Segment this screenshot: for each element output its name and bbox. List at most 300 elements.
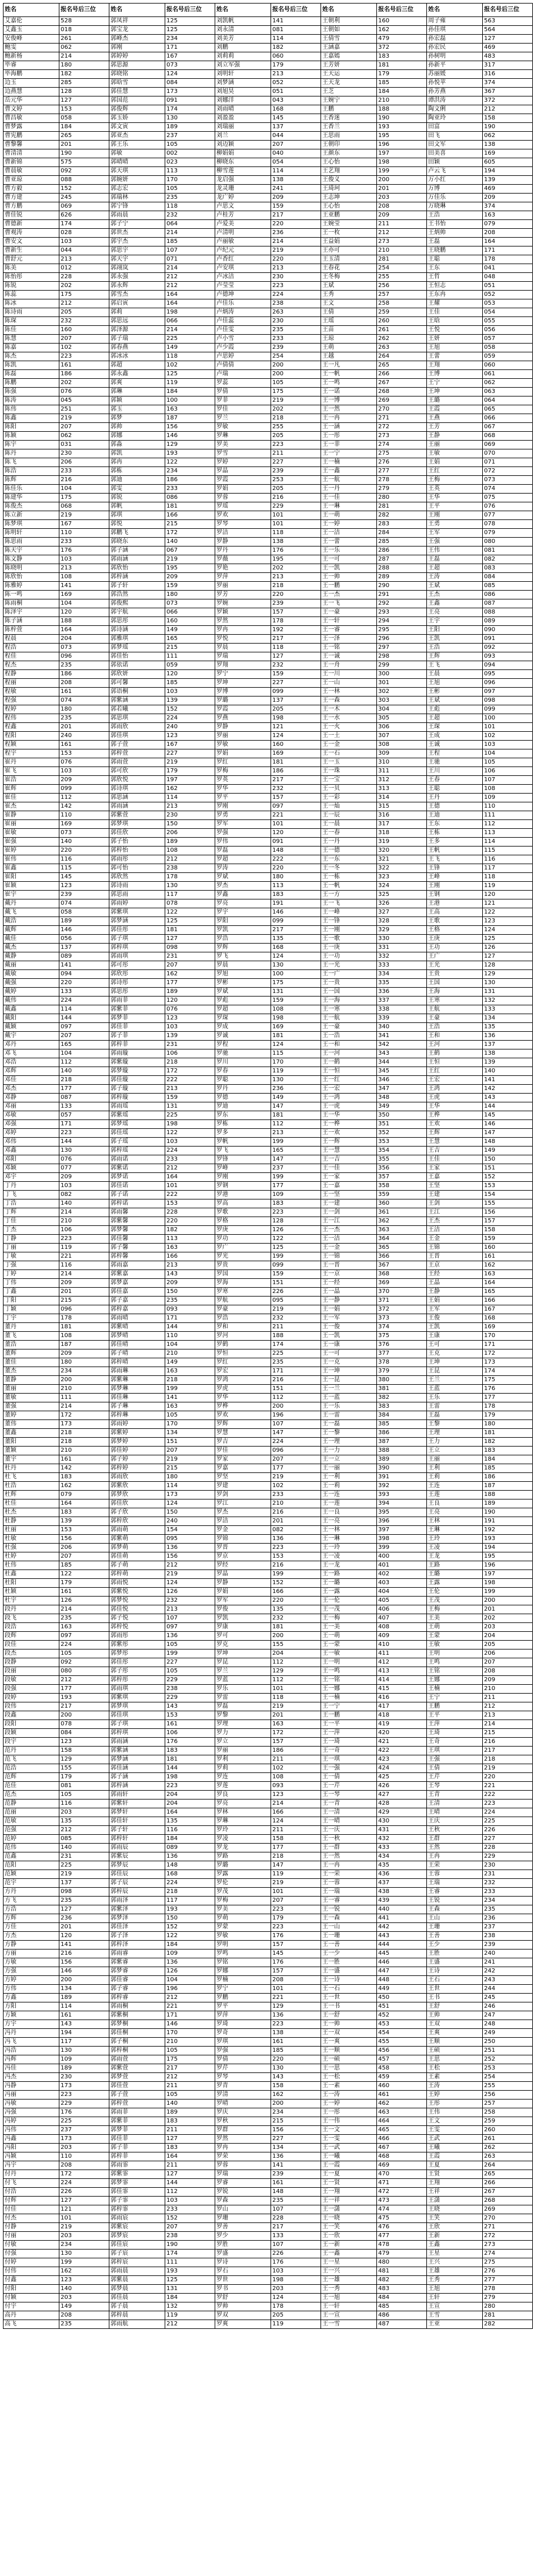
code-cell: 175 xyxy=(165,2055,215,2064)
code-cell: 356 xyxy=(377,1164,427,1173)
code-cell: 479 xyxy=(377,2250,427,2258)
name-cell: 郭梓泽 xyxy=(109,1941,165,1950)
name-cell: 郭佳轩 xyxy=(109,1817,165,1826)
table-row xyxy=(4,149,533,158)
name-cell: 罗诚 xyxy=(215,1032,271,1041)
table-row xyxy=(4,758,533,767)
code-cell: 087 xyxy=(59,1094,109,1102)
name-cell: 郭刚 xyxy=(109,44,165,52)
name-cell: 罗奇 xyxy=(215,2029,271,2038)
name-cell: 郭思彤 xyxy=(109,988,165,997)
name-cell: 范飞 xyxy=(4,1755,59,1764)
code-cell: 096 xyxy=(59,1305,109,1314)
code-cell: 158 xyxy=(271,1835,321,1844)
name-cell: 罗川 xyxy=(215,1058,271,1067)
name-cell: 丁敏 xyxy=(4,1252,59,1261)
code-cell: 281 xyxy=(483,2311,533,2320)
code-cell: 221 xyxy=(271,1994,321,2002)
header-name: 姓名 xyxy=(4,4,59,17)
name-cell: 王一思 xyxy=(321,2064,377,2073)
name-cell: 王一婷 xyxy=(321,520,377,529)
code-cell: 355 xyxy=(377,1155,427,1164)
name-cell: 段浩 xyxy=(4,1623,59,1632)
code-cell: 221 xyxy=(165,2002,215,2011)
table-row xyxy=(4,1270,533,1279)
name-cell: 董丹 xyxy=(4,1323,59,1332)
code-cell: 212 xyxy=(377,229,427,238)
name-cell: 王一兰 xyxy=(321,1385,377,1394)
name-cell: 王军 xyxy=(427,1305,483,1314)
name-cell: 罗龙 xyxy=(215,1844,271,1852)
name-cell: 王浩 xyxy=(427,644,483,652)
name-cell: 付伟 xyxy=(4,2267,59,2276)
code-cell: 426 xyxy=(377,1782,427,1791)
code-cell: 212 xyxy=(165,2320,215,2329)
name-cell: 曹方鹏 xyxy=(4,202,59,211)
code-cell: 205 xyxy=(59,308,109,317)
code-cell: 082 xyxy=(59,1191,109,1199)
name-cell: 郭子诺 xyxy=(109,1191,165,1199)
name-cell: 王一然 xyxy=(321,405,377,414)
code-cell: 184 xyxy=(377,88,427,96)
name-cell: 陈美 xyxy=(4,264,59,273)
name-cell: 崔鑫 xyxy=(4,864,59,873)
code-cell: 451 xyxy=(377,2002,427,2011)
code-cell: 226 xyxy=(271,1288,321,1297)
code-cell: 454 xyxy=(377,2029,427,2038)
table-row xyxy=(4,194,533,202)
name-cell: 王瑶 xyxy=(321,317,377,326)
code-cell: 115 xyxy=(59,864,109,873)
code-cell: 141 xyxy=(59,961,109,970)
name-cell: 王一鹏 xyxy=(321,582,377,591)
code-cell: 324 xyxy=(377,882,427,891)
name-cell: 卢纪元 xyxy=(215,246,271,255)
code-cell: 099 xyxy=(59,785,109,794)
code-cell: 068 xyxy=(483,432,533,441)
name-cell: 王亮 xyxy=(427,608,483,617)
code-cell: 415 xyxy=(377,1685,427,1694)
code-cell: 219 xyxy=(59,414,109,423)
code-cell: 325 xyxy=(377,891,427,899)
code-cell: 394 xyxy=(377,1499,427,1508)
name-cell: 罗宁 xyxy=(215,670,271,679)
name-cell: 罗庚 xyxy=(215,1226,271,1235)
name-cell: 王一荣 xyxy=(321,1870,377,1879)
table-row xyxy=(4,891,533,899)
code-cell: 446 xyxy=(377,1958,427,1967)
name-cell: 郭紫晨 xyxy=(109,2276,165,2285)
code-cell: 161 xyxy=(59,741,109,749)
name-cell: 岳元华 xyxy=(4,96,59,105)
code-cell: 151 xyxy=(165,1438,215,1447)
name-cell: 罗铭 xyxy=(215,1958,271,1967)
code-cell: 240 xyxy=(165,723,215,732)
table-row xyxy=(4,35,533,44)
code-cell: 439 xyxy=(377,1897,427,1905)
code-cell: 219 xyxy=(483,1764,533,1773)
code-cell: 130 xyxy=(271,2064,321,2073)
name-cell: 王一吉 xyxy=(321,1155,377,1164)
code-cell: 120 xyxy=(271,829,321,838)
name-cell: 罗杰 xyxy=(215,882,271,891)
code-cell: 131 xyxy=(483,988,533,997)
name-cell: 罗锐 xyxy=(215,2188,271,2197)
code-cell: 221 xyxy=(483,1782,533,1791)
name-cell: 王一寒 xyxy=(321,1005,377,1014)
name-cell: 郭梓嘉 xyxy=(109,1305,165,1314)
table-row xyxy=(4,1164,533,1173)
code-cell: 149 xyxy=(59,2302,109,2311)
name-cell: 罗华 xyxy=(215,1394,271,1402)
code-cell: 207 xyxy=(165,1447,215,1455)
table-row xyxy=(4,1544,533,1552)
code-cell: 153 xyxy=(59,1526,109,1535)
code-cell: 462 xyxy=(377,2100,427,2108)
name-cell: 王一松 xyxy=(321,2073,377,2082)
table-row xyxy=(4,864,533,873)
name-cell: 卢炳涛 xyxy=(215,308,271,317)
name-cell: 罗敏 xyxy=(215,741,271,749)
name-cell: 郭紫瑶 xyxy=(109,1111,165,1120)
name-cell: 卢小雪 xyxy=(215,335,271,344)
code-cell: 354 xyxy=(377,1147,427,1155)
code-cell: 270 xyxy=(483,2214,533,2223)
name-cell: 王一佳 xyxy=(321,1164,377,1173)
name-cell: 罗杰 xyxy=(215,1508,271,1517)
name-cell: 邓鑫 xyxy=(4,1147,59,1155)
code-cell: 158 xyxy=(483,1226,533,1235)
code-cell: 266 xyxy=(377,370,427,379)
table-row xyxy=(4,705,533,714)
code-cell: 227 xyxy=(165,1658,215,1667)
table-row xyxy=(4,88,533,96)
name-cell: 范颖 xyxy=(4,1870,59,1879)
code-cell: 374 xyxy=(483,79,533,88)
code-cell: 465 xyxy=(377,2126,427,2135)
name-cell: 程宇 xyxy=(4,749,59,758)
name-cell: 卢佳蕊 xyxy=(215,317,271,326)
code-cell: 123 xyxy=(59,1738,109,1747)
name-cell: 范杰 xyxy=(4,1791,59,1799)
table-row xyxy=(4,2126,533,2135)
code-cell: 202 xyxy=(483,1614,533,1623)
code-cell: 229 xyxy=(165,1676,215,1685)
code-cell: 476 xyxy=(377,2223,427,2232)
code-cell: 235 xyxy=(59,1614,109,1623)
code-cell: 327 xyxy=(377,908,427,917)
code-cell: 447 xyxy=(377,1967,427,1976)
code-cell: 107 xyxy=(271,2205,321,2214)
code-cell: 071 xyxy=(483,458,533,467)
name-cell: 王康 xyxy=(427,1332,483,1341)
name-cell: 罗然 xyxy=(215,617,271,626)
name-cell: 郭思远 xyxy=(109,317,165,326)
table-row xyxy=(4,2144,533,2152)
name-cell: 王刚 xyxy=(427,882,483,891)
code-cell: 207 xyxy=(59,1552,109,1561)
name-cell: 王一丽 xyxy=(321,1464,377,1473)
name-cell: 崔强 xyxy=(4,838,59,847)
code-cell: 193 xyxy=(377,123,427,132)
code-cell: 149 xyxy=(271,1094,321,1102)
code-cell: 211 xyxy=(271,1826,321,1835)
name-cell: 王磊 xyxy=(427,555,483,564)
name-cell: 郭思涵 xyxy=(109,794,165,802)
name-cell: 郭子萱 xyxy=(109,741,165,749)
name-cell: 罗舒 xyxy=(215,2294,271,2302)
name-cell: 孙树明 xyxy=(427,52,483,61)
code-cell: 209 xyxy=(165,1279,215,1288)
name-cell: 王一土 xyxy=(321,732,377,741)
code-cell: 119 xyxy=(271,1067,321,1076)
name-cell: 罗林 xyxy=(215,1808,271,1817)
name-cell: 王磊 xyxy=(427,238,483,246)
code-cell: 466 xyxy=(377,2135,427,2144)
table-row xyxy=(4,2223,533,2232)
code-cell: 167 xyxy=(59,520,109,529)
code-cell: 122 xyxy=(59,1570,109,1579)
table-row xyxy=(4,2082,533,2091)
code-cell: 165 xyxy=(483,1288,533,1297)
name-cell: 郭紫辰 xyxy=(109,1852,165,1861)
name-cell: 王一秋 xyxy=(321,1835,377,1844)
name-cell: 王蕾 xyxy=(427,352,483,361)
name-cell: 王一轩 xyxy=(321,617,377,626)
table-row xyxy=(4,1720,533,1729)
table-row xyxy=(4,379,533,388)
code-cell: 181 xyxy=(271,1111,321,1120)
code-cell: 143 xyxy=(271,2073,321,2082)
code-cell: 295 xyxy=(377,626,427,635)
code-cell: 104 xyxy=(165,1341,215,1349)
table-row xyxy=(4,1552,533,1561)
name-cell: 罗凌 xyxy=(215,1835,271,1844)
code-cell: 142 xyxy=(483,1085,533,1094)
name-cell: 王一红 xyxy=(321,1076,377,1085)
name-cell: 王一凌 xyxy=(321,1552,377,1561)
code-cell: 104 xyxy=(59,485,109,494)
code-cell: 200 xyxy=(59,1976,109,1985)
code-cell: 082 xyxy=(483,555,533,564)
name-cell: 罗桦 xyxy=(215,1402,271,1411)
code-cell: 227 xyxy=(165,749,215,758)
name-cell: 王虎 xyxy=(427,1094,483,1102)
code-cell: 245 xyxy=(483,1994,533,2002)
name-cell: 王芳妍 xyxy=(321,61,377,70)
name-cell: 郭依诺 xyxy=(109,661,165,670)
table-row xyxy=(4,291,533,299)
code-cell: 134 xyxy=(271,2144,321,2152)
code-cell: 140 xyxy=(165,538,215,546)
code-cell: 364 xyxy=(377,1235,427,1244)
code-cell: 129 xyxy=(271,1667,321,1676)
code-cell: 139 xyxy=(483,176,533,185)
code-cell: 162 xyxy=(165,785,215,794)
name-cell: 郭婷婷 xyxy=(109,52,165,61)
code-cell: 256 xyxy=(377,282,427,291)
code-cell: 317 xyxy=(377,820,427,829)
name-cell: 陈天宇 xyxy=(4,546,59,555)
table-row xyxy=(4,1711,533,1720)
code-cell: 164 xyxy=(165,1808,215,1817)
name-cell: 郭梦嘉 xyxy=(109,1279,165,1288)
name-cell: 杜婷 xyxy=(4,1552,59,1561)
name-cell: 郭梓萱 xyxy=(109,749,165,758)
code-cell: 123 xyxy=(483,917,533,926)
code-cell: 345 xyxy=(377,1067,427,1076)
name-cell: 陈琛 xyxy=(4,317,59,326)
code-cell: 326 xyxy=(377,899,427,908)
name-cell: 罗清 xyxy=(215,2091,271,2100)
name-cell: 郭子宸 xyxy=(109,2250,165,2258)
name-cell: 王一莉 xyxy=(321,1482,377,1491)
code-cell: 193 xyxy=(483,1535,533,1544)
name-cell: 方鑫 xyxy=(4,1994,59,2002)
name-cell: 王平 xyxy=(427,502,483,511)
code-cell: 153 xyxy=(59,749,109,758)
name-cell: 柳晓东 xyxy=(215,158,271,167)
name-cell: 王悦 xyxy=(427,326,483,335)
code-cell: 069 xyxy=(483,441,533,449)
code-cell: 056 xyxy=(59,935,109,944)
code-cell: 124 xyxy=(271,732,321,741)
name-cell: 罗琴 xyxy=(215,520,271,529)
name-cell: 方杰 xyxy=(4,1932,59,1941)
name-cell: 罗美 xyxy=(215,441,271,449)
table-row xyxy=(4,344,533,352)
name-cell: 郭瑞林 xyxy=(109,194,165,202)
name-cell: 王洁 xyxy=(427,1226,483,1235)
code-cell: 297 xyxy=(377,644,427,652)
name-cell: 郭琪 xyxy=(109,511,165,520)
code-cell: 127 xyxy=(483,952,533,961)
name-cell: 方阳 xyxy=(4,2002,59,2011)
table-row xyxy=(4,467,533,476)
code-cell: 131 xyxy=(271,988,321,997)
code-cell: 114 xyxy=(59,1005,109,1014)
code-cell: 225 xyxy=(59,1861,109,1870)
code-cell: 121 xyxy=(59,2205,109,2214)
table-row xyxy=(4,723,533,732)
code-cell: 090 xyxy=(483,626,533,635)
name-cell: 郭佳晨 xyxy=(109,2294,165,2302)
code-cell: 181 xyxy=(271,1032,321,1041)
code-cell: 181 xyxy=(165,502,215,511)
code-cell: 174 xyxy=(165,105,215,114)
name-cell: 王丽 xyxy=(427,441,483,449)
name-cell: 王一爽 xyxy=(321,2038,377,2047)
name-cell: 王东 xyxy=(427,264,483,273)
code-cell: 054 xyxy=(483,308,533,317)
code-cell: 138 xyxy=(271,176,321,185)
name-cell: 王一顺 xyxy=(321,2047,377,2055)
code-cell: 232 xyxy=(271,1314,321,1323)
code-cell: 191 xyxy=(483,1517,533,1526)
name-cell: 刘立军强 xyxy=(215,61,271,70)
name-cell: 王敏 xyxy=(427,1641,483,1649)
name-cell: 郭梓婷 xyxy=(109,1464,165,1473)
table-row xyxy=(4,626,533,635)
code-cell: 399 xyxy=(377,1544,427,1552)
code-cell: 226 xyxy=(271,2250,321,2258)
code-cell: 219 xyxy=(271,246,321,255)
code-cell: 077 xyxy=(483,511,533,520)
name-cell: 罗晨 xyxy=(215,644,271,652)
code-cell: 255 xyxy=(483,2082,533,2091)
code-cell: 100 xyxy=(271,970,321,979)
name-cell: 王平 xyxy=(427,1711,483,1720)
table-row xyxy=(4,1279,533,1288)
code-cell: 216 xyxy=(483,1738,533,1747)
name-cell: 罗栋 xyxy=(215,1120,271,1129)
name-cell: 郭雨涵 xyxy=(109,555,165,564)
name-cell: 王斌 xyxy=(427,582,483,591)
table-row xyxy=(4,264,533,273)
name-cell: 王一晴 xyxy=(321,1817,377,1826)
name-cell: 董强 xyxy=(4,1402,59,1411)
code-cell: 084 xyxy=(59,1729,109,1738)
code-cell: 112 xyxy=(483,820,533,829)
code-cell: 220 xyxy=(271,220,321,229)
code-cell: 361 xyxy=(377,1208,427,1217)
name-cell: 郭梓琪 xyxy=(109,1729,165,1738)
code-cell: 207 xyxy=(59,423,109,432)
name-cell: 郭梦 xyxy=(109,414,165,423)
name-cell: 王鑫 xyxy=(427,599,483,608)
name-cell: 王一杰 xyxy=(321,1226,377,1235)
name-cell: 王一新 xyxy=(321,2241,377,2250)
name-cell: 郭梦欣 xyxy=(109,1491,165,1499)
code-cell: 110 xyxy=(165,1332,215,1341)
code-cell: 150 xyxy=(165,1288,215,1297)
name-cell: 王力 xyxy=(427,1438,483,1447)
code-cell: 115 xyxy=(483,847,533,855)
name-cell: 郭佳婷 xyxy=(109,1447,165,1455)
table-row xyxy=(4,2091,533,2100)
name-cell: 郭雨璇 xyxy=(109,1049,165,1058)
name-cell: 罗青 xyxy=(215,2082,271,2091)
code-cell: 159 xyxy=(165,1094,215,1102)
name-cell: 王建 xyxy=(427,1191,483,1199)
name-cell: 孙新平 xyxy=(427,61,483,70)
code-cell: 186 xyxy=(59,370,109,379)
code-cell: 134 xyxy=(165,1429,215,1438)
table-row xyxy=(4,529,533,538)
code-cell: 276 xyxy=(483,2267,533,2276)
table-row xyxy=(4,899,533,908)
code-cell: 088 xyxy=(59,176,109,185)
code-cell: 164 xyxy=(165,299,215,308)
name-cell: 郭雅琪 xyxy=(109,635,165,644)
code-cell: 204 xyxy=(271,1649,321,1658)
code-cell: 219 xyxy=(271,1305,321,1314)
table-row xyxy=(4,114,533,123)
code-cell: 123 xyxy=(59,882,109,891)
code-cell: 237 xyxy=(271,1164,321,1173)
code-cell: 213 xyxy=(59,255,109,264)
name-cell: 王亚鹏 xyxy=(321,211,377,220)
name-cell: 王航 xyxy=(427,1005,483,1014)
code-cell: 409 xyxy=(377,1632,427,1641)
table-row xyxy=(4,1411,533,1420)
table-row xyxy=(4,1905,533,1914)
code-cell: 093 xyxy=(483,652,533,661)
name-cell: 罗峰 xyxy=(215,1164,271,1173)
table-row xyxy=(4,211,533,220)
name-cell: 郭梓菲 xyxy=(109,2152,165,2161)
code-cell: 181 xyxy=(483,1429,533,1438)
